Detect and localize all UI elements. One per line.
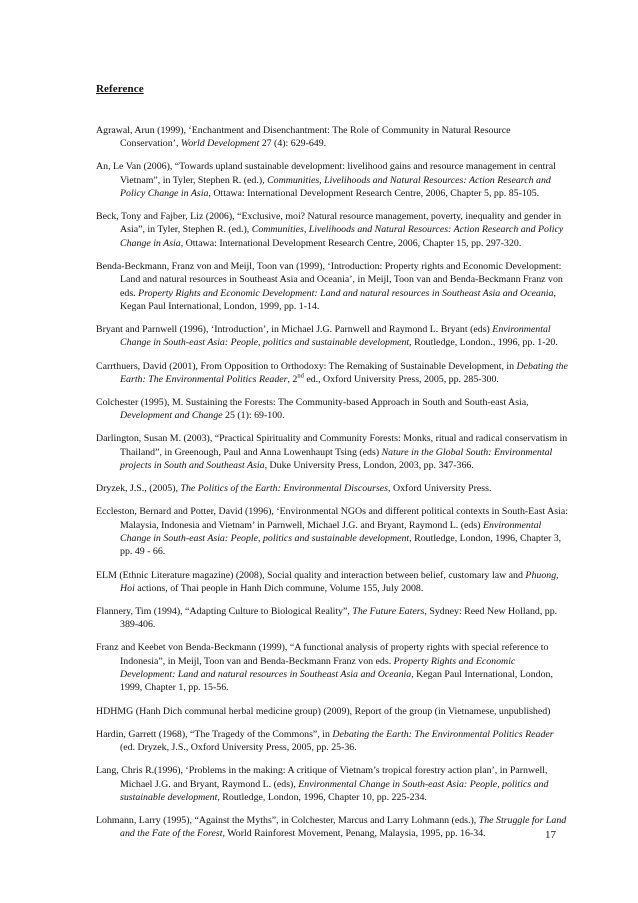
- italic-title: Phuong, Hoi: [120, 569, 559, 594]
- reference-text: Beck, Tony and Fajber, Liz (2006), “Exclusive, moi? Natural resource management, poverty, inequality and gender in Asia”, in Tyler, Stephen R. (ed.),: [96, 211, 562, 236]
- italic-title: The Future Eaters: [352, 606, 425, 617]
- reference-text: , Oxford University Press.: [388, 483, 492, 495]
- reference-entry: [96, 764, 570, 804]
- reference-text: World Rainforest Movement, Penang, Malaysia, 1995, pp. 16-34.: [224, 828, 486, 840]
- italic-title: Communities, Livelihoods and Natural Resources: Action Research and Policy Change in Asia: [120, 174, 551, 199]
- reference-text: Eccleston, Bernard and Potter, David (1996), ‘Environmental NGOs and different political contexts in South-East Asia: Malaysia, Indonesia and Vietnam’ in Parnwell, Michael J.G. and Bryant, Raymond L. (eds): [96, 506, 568, 531]
- reference-entry: [96, 814, 570, 841]
- italic-title: The Struggle for Land and the Fate of the Forest,: [120, 815, 567, 840]
- reference-entry: [96, 569, 570, 596]
- reference-entry: [96, 260, 570, 313]
- reference-entry: [96, 705, 570, 718]
- reference-text: , Duke University Press, London, 2003, pp. 347-366.: [264, 460, 474, 472]
- reference-text: Franz and Keebet von Benda-Beckmann (1999), “A functional analysis of property rights with special reference to Indonesia”, in Meijl, Toon van and Benda-Beckmann Franz von eds.: [96, 642, 549, 667]
- reference-text: , Ottawa: International Development Research Centre, 2006, Chapter 5, pp. 85-105.: [208, 187, 540, 199]
- italic-title: Environmental Change in South-east Asia: People, politics and sustainable development: [120, 519, 542, 545]
- reference-entry: [96, 210, 570, 250]
- reference-text: Flannery, Tim (1994), “Adapting Culture to Biological Reality”,: [96, 606, 353, 617]
- reference-text: Colchester (1995), M. Sustaining the Forests: The Community-based Approach in South and South-east Asia,: [96, 396, 529, 408]
- reference-text: Lang, Chris R.(1996), ‘Problems in the making: A critique of Vietnam’s tropical forestry action plan’, in Parnwell, Michael J.G. and Bryant, Raymond L. (eds),: [96, 765, 548, 790]
- reference-text: , Ottawa: International Development Research Centre, 2006, Chapter 15, pp. 297-320.: [180, 237, 522, 249]
- italic-title: Debating the Earth: The Environmental Politics Reader: [120, 360, 568, 385]
- reference-entry: [96, 160, 570, 200]
- reference-entry: [96, 323, 570, 350]
- reference-text: ELM (Ethnic Literature magazine) (2008), Social quality and interaction between belief, customary law and: [96, 569, 526, 581]
- reference-text: Benda-Beckmann, Franz von and Meijl, Toon van (1999), ‘Introduction: Property rights and Economic Development: Land and natural resources in Southeast Asia and Oceania’, in Meijl, Toon van and Benda-Beckmann Franz von eds.: [96, 260, 563, 299]
- italic-title: Nature in the Global South: Environmental projects in South and Southeast Asia: [120, 446, 553, 472]
- reference-text: , Kegan Paul International, London, 1999, Chapter 1, pp. 15-56.: [120, 669, 553, 694]
- superscript-text: nd: [297, 372, 304, 380]
- reference-text: Lohmann, Larry (1995), “Against the Myths”, in Colchester, Marcus and Larry Lohmann (eds.),: [96, 815, 479, 827]
- reference-entry: [96, 124, 570, 151]
- reference-text: ed., Oxford University Press, 2005, pp. 285-300.: [303, 373, 499, 385]
- reference-text: Carrthuers, David (2001), From Opposition to Orthodoxy: The Remaking of Sustainable Development, in: [96, 360, 517, 372]
- italic-title: Communities, Livelihoods and Natural Resources: Action Research and Policy Change in Asia: [120, 224, 564, 249]
- italic-title: The Politics of the Earth: Environmental Discourses: [180, 483, 389, 495]
- reference-text: , Routledge, London, 1996, Chapter 3, pp. 49 - 66.: [120, 533, 562, 558]
- italic-title: Property Rights and Economic Development: Land and natural resources in Southeast Asia and Oceania: [120, 655, 516, 681]
- reference-text: actions, of Thai people in Hanh Dich commune, Volume 155, July 2008.: [134, 582, 424, 594]
- reference-text: Bryant and Parnwell (1996), ‘Introduction’, in Michael J.G. Parnwell and Raymond L. Bryant (eds): [96, 324, 493, 336]
- italic-title: Debating the Earth: The Environmental Politics Reader: [332, 728, 554, 740]
- reference-text: 27 (4): 629-649.: [259, 138, 327, 150]
- reference-entry: [96, 482, 570, 495]
- page-number: 17: [545, 829, 556, 841]
- italic-title: Development and Change: [120, 410, 223, 422]
- reference-text: , Routledge, London, 1996, Chapter 10, pp. 225-234.: [217, 791, 427, 803]
- reference-text: An, Le Van (2006), “Towards upland sustainable development: livelihood gains and resource management in central Vietnam”, in Tyler, Stephen R. (ed.),: [96, 161, 556, 186]
- reference-text: Darlington, Susan M. (2003), “Practical Spirituality and Community Forests: Monks, ritual and radical conservatism in Thailand”, in Greenough, Paul and Anna Lowenhaupt Tsing (eds): [96, 433, 568, 458]
- reference-text: , Kegan Paul International, London, 1999, pp. 1-14.: [120, 287, 556, 312]
- reference-text: , 2: [287, 373, 298, 385]
- italic-title: World Development: [180, 138, 260, 150]
- reference-list: [96, 114, 570, 846]
- reference-text: Dryzek, J.S., (2005),: [96, 483, 181, 495]
- reference-text: Agrawal, Arun (1999), ‘Enchantment and Disenchantment: The Role of Community in Natural Resource Conservation’,: [96, 124, 511, 150]
- reference-entry: [96, 728, 570, 755]
- reference-entry: [96, 505, 570, 558]
- reference-entry: [96, 432, 570, 472]
- italic-title: Environmental Change in South-east Asia: People, politics and sustainable development: [120, 778, 549, 803]
- reference-heading: Reference: [96, 83, 144, 95]
- reference-text: (ed. Dryzek, J.S., Oxford University Press, 2005, pp. 25-36.: [120, 742, 357, 754]
- italic-title: Property Rights and Economic Development: Land and natural resources in Southeast Asia and Oceania: [138, 287, 554, 299]
- reference-text: , Sydney: Reed New Holland, pp. 389-406.: [120, 606, 558, 631]
- reference-text: HDHMG (Hanh Dich communal herbal medicine group) (2009), Report of the group (in Vietnamese, unpublished): [96, 705, 551, 717]
- reference-text: , Routledge, London., 1996, pp. 1-20.: [409, 337, 558, 349]
- italic-title: Environmental Change in South-east Asia: People, politics and sustainable development: [120, 324, 551, 349]
- reference-entry: [96, 641, 570, 694]
- reference-entry: [96, 396, 570, 423]
- reference-entry: [96, 605, 570, 632]
- reference-text: Hardin, Garrett (1968), “The Tragedy of the Commons”, in: [96, 728, 333, 740]
- reference-text: 25 (1): 69-100.: [222, 410, 285, 422]
- reference-entry: [96, 360, 570, 387]
